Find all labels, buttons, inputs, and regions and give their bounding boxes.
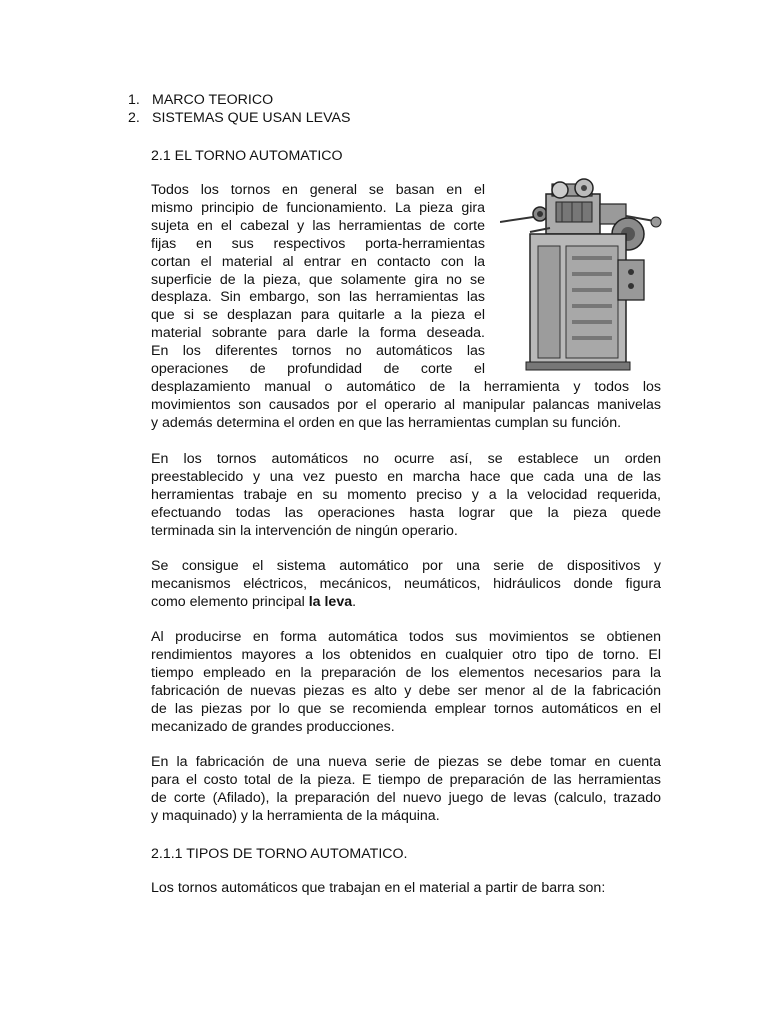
paragraph-new-series: En la fabricación de una nueva serie de piezas se debe tomar en cuenta para el costo total de la pieza. E tiempo de preparación de las herramientas de corte (Afilado), la preparación del nuevo juego de levas (calculo, trazado y maquinado) y la herramienta de la máquina. — [151, 754, 661, 824]
bold-term: la leva — [308, 593, 353, 610]
outline-item-text: SISTEMAS QUE USAN LEVAS — [152, 110, 351, 126]
paragraph-bar-lathes: Los tornos automáticos que trabajan en el material a partir de barra son: — [151, 880, 606, 896]
outline-item-text: MARCO TEORICO — [152, 92, 274, 108]
paragraph-performance: Al producirse en forma automática todos sus movimientos se obtienen rendimientos mayores a los obtenidos en cualquier otro tipo de torno. El tiempo empleado en la preparación de los elementos necesarios para la fabricación de nuevas piezas es alto y debe ser menor al de la fabricación de las piezas por lo que se recomienda emplear tornos automáticos en el mecanizado de grandes producciones. — [151, 629, 661, 735]
paragraph-automatic-lathes: En los tornos automáticos no ocurre así, se establece un orden preestablecido y una vez puesto en marcha hace que cada una de las herramientas trabaje en su momento preciso y a la velocidad requerida, efectuando todas las operaciones hasta lograr que la pieza quede terminada sin la intervención de ningún operario. — [151, 451, 661, 539]
intro-paragraph: Todos los tornos en general se basan en el mismo principio de funcionamiento. La pieza gira sujeta en el cabezal y las herramientas de corte fijas en sus respectivos porta-herramientas cortan el material al entrar en contacto con la superficie de la pieza, que solamente gira no se desplaza. Sin embargo, son las herramientas las que si se desplazan para quitarle a la pieza el material sobrante para darle la forma deseada. En los diferentes tornos no automáticos las operaciones de profundidad de corte el desplazamiento manual o automático de la herramienta y todos los movimientos son causados por el operario al manipular palancas manivelas y además determina el orden en que las herramientas cumplan su función. — [151, 182, 661, 431]
paragraph-last-line: como elemento principal la leva. — [151, 593, 357, 610]
outline-item: 1. MARCO TEORICO — [128, 92, 274, 108]
section-heading: 2.1 EL TORNO AUTOMATICO — [151, 148, 343, 164]
subsection-heading: 2.1.1 TIPOS DE TORNO AUTOMATICO. — [151, 846, 408, 862]
paragraph-automatic-system: Se consigue el sistema automático por una serie de dispositivos y mecanismos eléctricos, mecánicos, neumáticos, hidráulicos donde figura como elemento principal la leva. — [151, 558, 661, 610]
outline-list — [128, 91, 350, 127]
outline-item: 2. SISTEMAS QUE USAN LEVAS — [128, 110, 351, 126]
